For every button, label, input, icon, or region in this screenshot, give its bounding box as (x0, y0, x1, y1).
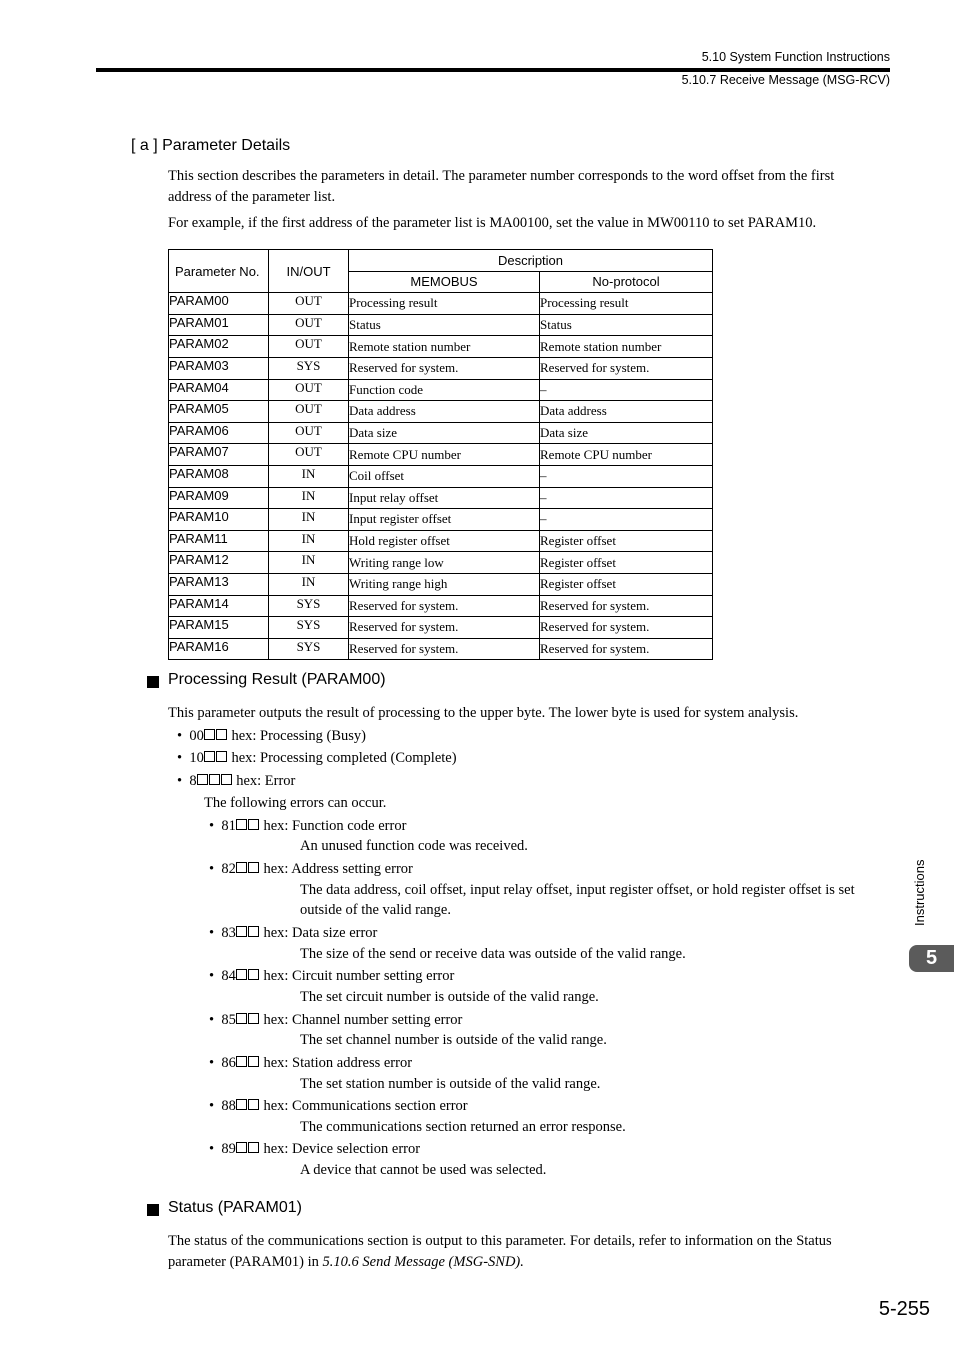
error-description: The communications section returned an error response. (300, 1119, 626, 1135)
memobus-cell: Reserved for system. (349, 595, 540, 617)
header-subsection: 5.10.7 Receive Message (MSG-RCV) (681, 73, 890, 87)
table-row (169, 509, 713, 531)
placeholder-box-icon (248, 1142, 259, 1153)
noprotocol-cell: Remote CPU number (540, 444, 713, 466)
placeholder-box-icon (236, 1099, 247, 1110)
noprotocol-cell: Reserved for system. (540, 595, 713, 617)
status-description: The status of the communications section is output to this parameter. For details, refer to information on the Status parameter (PARAM01) in 5.10.6 Send Message (MSG-SND). (168, 1233, 832, 1270)
placeholder-box-icon (248, 1056, 259, 1067)
noprotocol-cell: Register offset (540, 530, 713, 552)
error-item: • 85 hex: Channel number setting error (209, 1012, 463, 1028)
placeholder-box-icon (236, 1056, 247, 1067)
error-item: • 86 hex: Station address error (209, 1055, 413, 1071)
memobus-cell: Remote station number (349, 336, 540, 358)
noprotocol-cell: Register offset (540, 573, 713, 595)
header-rule (96, 68, 890, 72)
param-no-cell: PARAM06 (169, 422, 269, 444)
param-no-cell: PARAM12 (169, 552, 269, 574)
status-reference-link: 5.10.6 Send Message (MSG-SND). (322, 1254, 524, 1270)
placeholder-box-icon (236, 969, 247, 980)
placeholder-box-icon (204, 751, 215, 762)
error-description: The set circuit number is outside of the valid range. (300, 989, 599, 1005)
inout-cell: SYS (269, 595, 349, 617)
inout-cell: OUT (269, 314, 349, 336)
noprotocol-cell: Data size (540, 422, 713, 444)
error-description: The set channel number is outside of the valid range. (300, 1032, 607, 1048)
param-no-cell: PARAM02 (169, 336, 269, 358)
error-description: An unused function code was received. (300, 838, 528, 854)
param-no-cell: PARAM03 (169, 357, 269, 379)
error-item: • 88 hex: Communications section error (209, 1098, 468, 1114)
table-row (169, 617, 713, 639)
list-item: • 00 hex: Processing (Busy) (177, 728, 366, 744)
noprotocol-cell: Reserved for system. (540, 357, 713, 379)
placeholder-box-icon (248, 1013, 259, 1024)
placeholder-box-icon (221, 774, 232, 785)
processing-description: This parameter outputs the result of processing to the upper byte. The lower byte is used for system analysis. (168, 705, 799, 721)
param-no-cell: PARAM15 (169, 617, 269, 639)
error-item: • 84 hex: Circuit number setting error (209, 968, 455, 984)
noprotocol-cell: Processing result (540, 293, 713, 315)
placeholder-box-icon (216, 729, 227, 740)
memobus-cell: Hold register offset (349, 530, 540, 552)
param-no-cell: PARAM16 (169, 638, 269, 660)
table-row (169, 638, 713, 660)
inout-cell: IN (269, 573, 349, 595)
inout-cell: OUT (269, 379, 349, 401)
side-tab-label: Instructions (912, 859, 927, 926)
table-row (169, 487, 713, 509)
noprotocol-cell: Register offset (540, 552, 713, 574)
memobus-cell: Reserved for system. (349, 617, 540, 639)
error-description: The data address, coil offset, input relay offset, input register offset, or hold register offset is set outside of the valid range. (300, 882, 855, 918)
header-section: 5.10 System Function Instructions (701, 50, 890, 64)
placeholder-box-icon (236, 819, 247, 830)
status-title: Status (PARAM01) (168, 1199, 302, 1216)
param-no-cell: PARAM05 (169, 401, 269, 423)
header-description: Description (349, 250, 713, 272)
inout-cell: IN (269, 552, 349, 574)
param-no-cell: PARAM11 (169, 530, 269, 552)
noprotocol-cell: Data address (540, 401, 713, 423)
header-inout: IN/OUT (269, 250, 349, 293)
error-item: • 82 hex: Address setting error (209, 861, 413, 877)
param-no-cell: PARAM07 (169, 444, 269, 466)
placeholder-box-icon (236, 1142, 247, 1153)
param-no-cell: PARAM08 (169, 465, 269, 487)
table-row (169, 573, 713, 595)
list-item: • 10 hex: Processing completed (Complete) (177, 750, 457, 766)
noprotocol-cell: – (540, 487, 713, 509)
param-no-cell: PARAM01 (169, 314, 269, 336)
inout-cell: IN (269, 530, 349, 552)
placeholder-box-icon (216, 751, 227, 762)
memobus-cell: Data address (349, 401, 540, 423)
table-row (169, 465, 713, 487)
noprotocol-cell: – (540, 465, 713, 487)
placeholder-box-icon (248, 819, 259, 830)
header-noprotocol: No-protocol (540, 271, 713, 293)
param-no-cell: PARAM13 (169, 573, 269, 595)
memobus-cell: Status (349, 314, 540, 336)
table-row (169, 314, 713, 336)
param-no-cell: PARAM14 (169, 595, 269, 617)
table-row (169, 595, 713, 617)
processing-heading (147, 671, 386, 693)
status-heading (147, 1199, 302, 1221)
memobus-cell: Remote CPU number (349, 444, 540, 466)
error-description: The set station number is outside of the valid range. (300, 1076, 601, 1092)
param-no-cell: PARAM09 (169, 487, 269, 509)
memobus-cell: Input relay offset (349, 487, 540, 509)
noprotocol-cell: Reserved for system. (540, 617, 713, 639)
noprotocol-cell: Status (540, 314, 713, 336)
memobus-cell: Input register offset (349, 509, 540, 531)
error-description: The size of the send or receive data was outside of the valid range. (300, 946, 686, 962)
memobus-cell: Function code (349, 379, 540, 401)
placeholder-box-icon (197, 774, 208, 785)
inout-cell: OUT (269, 444, 349, 466)
page-number: 5-255 (878, 1298, 930, 1320)
noprotocol-cell: Reserved for system. (540, 638, 713, 660)
inout-cell: IN (269, 509, 349, 531)
error-item: • 89 hex: Device selection error (209, 1141, 421, 1157)
placeholder-box-icon (248, 926, 259, 937)
section-title: [ a ] Parameter Details (131, 137, 291, 154)
memobus-cell: Data size (349, 422, 540, 444)
error-description: A device that cannot be used was selected. (300, 1162, 547, 1178)
error-item: • 83 hex: Data size error (209, 925, 378, 941)
table-row (169, 401, 713, 423)
square-bullet-icon (147, 676, 159, 688)
memobus-cell: Coil offset (349, 465, 540, 487)
placeholder-box-icon (248, 969, 259, 980)
noprotocol-cell: – (540, 379, 713, 401)
memobus-cell: Processing result (349, 293, 540, 315)
inout-cell: OUT (269, 422, 349, 444)
memobus-cell: Reserved for system. (349, 357, 540, 379)
table-row (169, 530, 713, 552)
placeholder-box-icon (236, 862, 247, 873)
parameter-table (168, 249, 713, 660)
inout-cell: SYS (269, 638, 349, 660)
inout-cell: OUT (269, 401, 349, 423)
processing-title: Processing Result (PARAM00) (168, 671, 386, 688)
intro-paragraph-1: This section describes the parameters in detail. The parameter number corresponds to the word offset from the first address of the parameter list. (168, 168, 835, 205)
errors-intro: The following errors can occur. (204, 795, 387, 811)
placeholder-box-icon (209, 774, 220, 785)
header-param-no: Parameter No. (169, 250, 269, 293)
table-row (169, 336, 713, 358)
noprotocol-cell: Remote station number (540, 336, 713, 358)
table-body (169, 293, 713, 660)
param-no-cell: PARAM10 (169, 509, 269, 531)
memobus-cell: Writing range high (349, 573, 540, 595)
placeholder-box-icon (248, 862, 259, 873)
error-item: • 81 hex: Function code error (209, 818, 407, 834)
intro-paragraph-2: For example, if the first address of the parameter list is MA00100, set the value in MW00110 to set PARAM10. (168, 215, 817, 231)
square-bullet-icon (147, 1204, 159, 1216)
placeholder-box-icon (236, 1013, 247, 1024)
inout-cell: OUT (269, 336, 349, 358)
table-row (169, 293, 713, 315)
table-row (169, 552, 713, 574)
table-row (169, 379, 713, 401)
inout-cell: OUT (269, 293, 349, 315)
param-no-cell: PARAM00 (169, 293, 269, 315)
inout-cell: IN (269, 465, 349, 487)
placeholder-box-icon (236, 926, 247, 937)
table-row (169, 422, 713, 444)
inout-cell: SYS (269, 617, 349, 639)
table-row (169, 357, 713, 379)
header-memobus: MEMOBUS (349, 271, 540, 293)
inout-cell: IN (269, 487, 349, 509)
memobus-cell: Reserved for system. (349, 638, 540, 660)
param-no-cell: PARAM04 (169, 379, 269, 401)
chapter-tab: 5 (909, 945, 954, 972)
memobus-cell: Writing range low (349, 552, 540, 574)
noprotocol-cell: – (540, 509, 713, 531)
list-item: • 8 hex: Error (177, 773, 296, 789)
placeholder-box-icon (204, 729, 215, 740)
placeholder-box-icon (248, 1099, 259, 1110)
table-row (169, 444, 713, 466)
inout-cell: SYS (269, 357, 349, 379)
